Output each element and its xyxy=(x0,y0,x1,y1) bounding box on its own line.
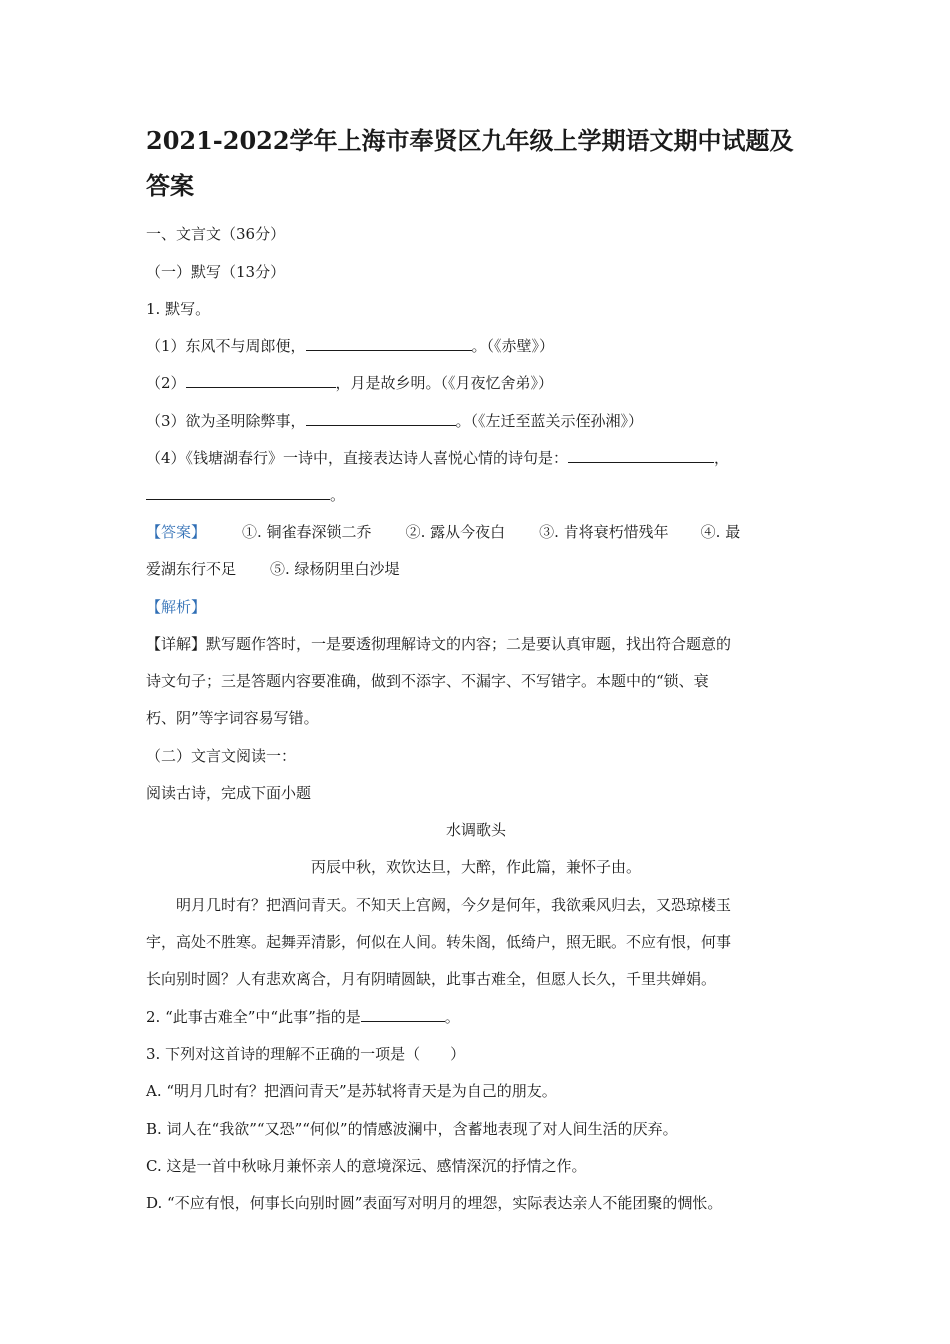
part-4-mid: ， xyxy=(714,449,730,467)
answer-blank[interactable] xyxy=(306,411,456,426)
part-1-prefix: （1）东风不与周郎便， xyxy=(146,337,306,355)
answer-item-4-part-1: ④. 最 xyxy=(700,523,741,541)
part-1-suffix: 。（《赤壁》） xyxy=(471,337,555,355)
answer-line-1 xyxy=(146,522,826,542)
answer-blank[interactable] xyxy=(186,373,336,388)
poem-line-3: 长向别时圆？人有悲欢离合，月有阴晴圆缺，此事古难全，但愿人长久，千里共婵娟。 xyxy=(146,970,717,988)
part-2-prefix: （2） xyxy=(146,374,186,392)
title-line-1: 2021-2022学年上海市奉贤区九年级上学期语文期中试题及 xyxy=(146,126,794,155)
part-4-prefix: （4）《钱塘湖春行》一诗中，直接表达诗人喜悦心情的诗句是： xyxy=(146,449,569,467)
option-c: C. 这是一首中秋咏月兼怀亲人的意境深远、感情深沉的抒情之作。 xyxy=(146,1157,587,1175)
reading-instruction: 阅读古诗，完成下面小题 xyxy=(146,784,312,802)
question-2-stem: 2. “此事古难全”中“此事”指的是 xyxy=(146,1008,361,1026)
answer-blank[interactable] xyxy=(568,448,714,463)
section-heading: 一、文言文（36分） xyxy=(146,225,286,243)
answer-item-2: ②. 露从今夜白 xyxy=(405,523,506,541)
option-a: A. “明月几时有？把酒问青天”是苏轼将青天是为自己的朋友。 xyxy=(146,1082,557,1100)
question-1-part-4-continued xyxy=(146,485,826,505)
part-3-suffix: 。（《左迁至蓝关示侄孙湘》） xyxy=(455,412,644,430)
answer-line-2 xyxy=(146,559,826,579)
question-1-part-1 xyxy=(146,336,826,356)
subsection-heading-1: （一）默写（13分） xyxy=(146,263,286,281)
part-3-prefix: （3）欲为圣明除弊事， xyxy=(146,412,306,430)
question-3-stem: 3. 下列对这首诗的理解不正确的一项是（ ） xyxy=(146,1045,466,1063)
question-1-stem: 1. 默写。 xyxy=(146,300,211,318)
question-1-part-4 xyxy=(146,448,826,468)
question-2 xyxy=(146,1007,826,1027)
document-title xyxy=(146,118,826,208)
analysis-line-1: 【详解】默写题作答时，一是要透彻理解诗文的内容；二是要认真审题，找出符合题意的 xyxy=(146,635,732,653)
answer-item-5: ⑤. 绿杨阴里白沙堤 xyxy=(270,560,400,578)
subsection-heading-2: （二）文言文阅读一： xyxy=(146,747,297,765)
answer-blank[interactable] xyxy=(146,485,330,500)
poem-line-2: 宇，高处不胜寒。起舞弄清影，何似在人间。转朱阁，低绮户，照无眠。不应有恨，何事 xyxy=(146,933,732,951)
poem-title: 水调歌头 xyxy=(445,821,506,839)
analysis-line-2: 诗文句子；三是答题内容要准确，做到不添字、不漏字、不写错字。本题中的“锁、衰 xyxy=(146,672,709,690)
poem-preface: 丙辰中秋，欢饮达旦，大醉，作此篇，兼怀子由。 xyxy=(310,858,641,876)
answer-blank[interactable] xyxy=(306,336,472,351)
question-1-part-3 xyxy=(146,411,826,431)
analysis-line-3: 朽、阴”等字词容易写错。 xyxy=(146,709,319,727)
answer-blank[interactable] xyxy=(361,1007,445,1022)
poem-line-1: 明月几时有？把酒问青天。不知天上宫阙，今夕是何年，我欲乘风归去，又恐琼楼玉 xyxy=(176,896,732,914)
part-4-end: 。 xyxy=(330,486,346,504)
answer-item-4-part-2: 爱湖东行不足 xyxy=(146,560,237,578)
question-1-part-2 xyxy=(146,373,826,393)
analysis-tag: 【解析】 xyxy=(146,598,207,616)
answer-item-1: ①. 铜雀春深锁二乔 xyxy=(242,523,372,541)
part-2-suffix: ，月是故乡明。（《月夜忆舍弟》） xyxy=(335,374,554,392)
answer-item-3: ③. 肯将衰朽惜残年 xyxy=(539,523,669,541)
option-b: B. 词人在“我欲”“又恐”“何似”的情感波澜中，含蓄地表现了对人间生活的厌弃。 xyxy=(146,1120,678,1138)
option-d: D. “不应有恨，何事长向别时圆”表面写对明月的埋怨，实际表达亲人不能团聚的惆怅。 xyxy=(146,1194,723,1212)
question-2-end: 。 xyxy=(444,1008,460,1026)
answer-tag: 【答案】 xyxy=(146,523,207,541)
title-line-2: 答案 xyxy=(146,171,194,200)
